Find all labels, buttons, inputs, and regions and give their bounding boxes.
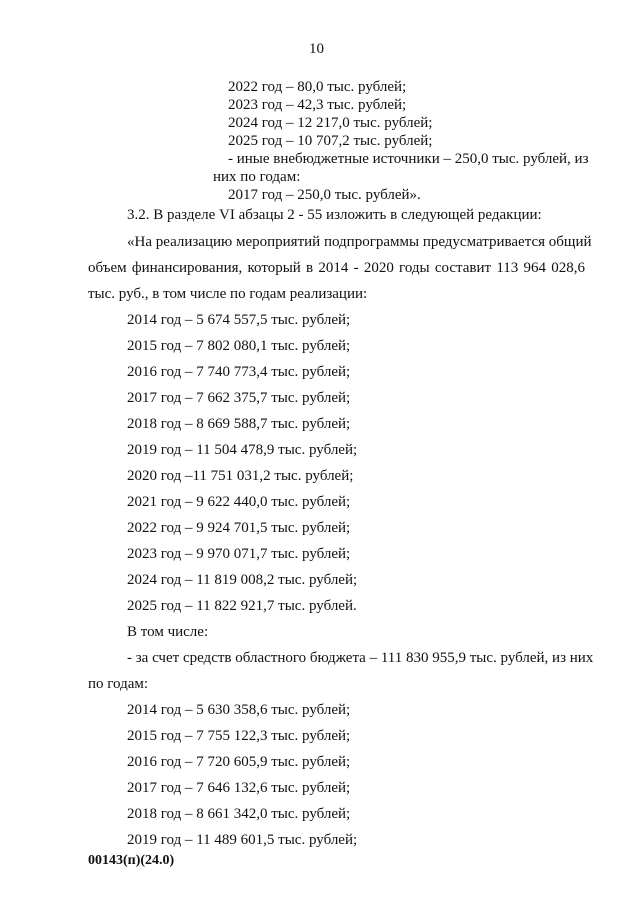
document-code: 00143(п)(24.0)	[88, 853, 175, 868]
in-total-label: В том числе:	[127, 624, 209, 640]
year-regional-line: 2014 год – 5 630 358,6 тыс. рублей;	[127, 702, 351, 718]
regional-budget-line: по годам:	[88, 676, 149, 692]
regional-budget-line: - за счет средств областного бюджета – 111 830 955,9 тыс. рублей, из них	[127, 650, 594, 666]
year-regional-line: 2019 год – 11 489 601,5 тыс. рублей;	[127, 832, 358, 848]
year-total-line: 2023 год – 9 970 071,7 тыс. рублей;	[127, 546, 351, 562]
top-list-line: 2024 год – 12 217,0 тыс. рублей;	[228, 115, 433, 131]
year-total-line: 2014 год – 5 674 557,5 тыс. рублей;	[127, 312, 351, 328]
top-list-line: них по годам:	[213, 169, 301, 185]
year-regional-line: 2015 год – 7 755 122,3 тыс. рублей;	[127, 728, 351, 744]
year-total-line: 2021 год – 9 622 440,0 тыс. рублей;	[127, 494, 351, 510]
year-total-line: 2015 год – 7 802 080,1 тыс. рублей;	[127, 338, 351, 354]
year-regional-line: 2017 год – 7 646 132,6 тыс. рублей;	[127, 780, 351, 796]
top-list-line: - иные внебюджетные источники – 250,0 тыс. рублей, из	[228, 151, 589, 167]
top-list-line: 2023 год – 42,3 тыс. рублей;	[228, 97, 407, 113]
intro-line: тыс. руб., в том числе по годам реализации:	[88, 286, 368, 302]
year-total-line: 2025 год – 11 822 921,7 тыс. рублей.	[127, 598, 357, 614]
intro-line: «На реализацию мероприятий подпрограммы предусматривается общий	[127, 234, 592, 250]
year-total-line: 2020 год –11 751 031,2 тыс. рублей;	[127, 468, 354, 484]
section-heading: 3.2. В разделе VI абзацы 2 - 55 изложить в следующей редакции:	[127, 207, 542, 223]
top-list-line: 2017 год – 250,0 тыс. рублей».	[228, 187, 421, 203]
year-total-line: 2017 год – 7 662 375,7 тыс. рублей;	[127, 390, 351, 406]
top-list-line: 2022 год – 80,0 тыс. рублей;	[228, 79, 407, 95]
year-total-line: 2019 год – 11 504 478,9 тыс. рублей;	[127, 442, 358, 458]
page-number: 10	[309, 41, 324, 57]
year-total-line: 2024 год – 11 819 008,2 тыс. рублей;	[127, 572, 358, 588]
year-regional-line: 2018 год – 8 661 342,0 тыс. рублей;	[127, 806, 351, 822]
year-regional-line: 2016 год – 7 720 605,9 тыс. рублей;	[127, 754, 351, 770]
top-list-line: 2025 год – 10 707,2 тыс. рублей;	[228, 133, 433, 149]
year-total-line: 2022 год – 9 924 701,5 тыс. рублей;	[127, 520, 351, 536]
year-total-line: 2016 год – 7 740 773,4 тыс. рублей;	[127, 364, 351, 380]
year-total-line: 2018 год – 8 669 588,7 тыс. рублей;	[127, 416, 351, 432]
intro-line: объем финансирования, который в 2014 - 2020 годы составит 113 964 028,6	[88, 260, 585, 276]
